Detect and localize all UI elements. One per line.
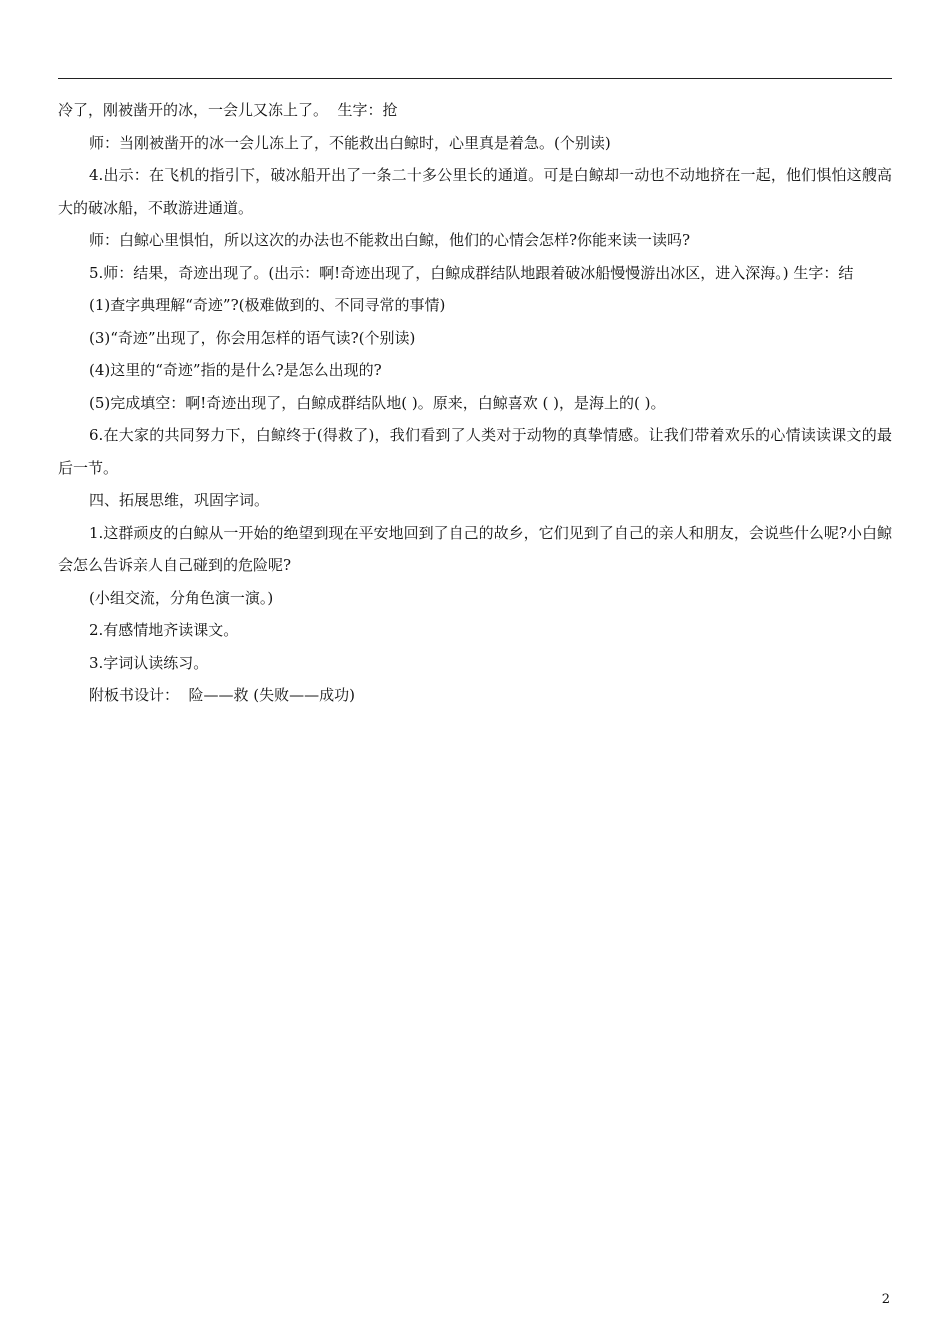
paragraph-step-6: 6.在大家的共同努力下，白鲸终于(得救了)，我们看到了人类对于动物的真挚情感。让我们带着欢乐的心情读读课文的最后一节。: [58, 426, 892, 477]
paragraph-sub-1: (1)查字典理解“奇迹”?(极难做到的、不同寻常的事情): [89, 296, 446, 314]
paragraph-extend-3: 3.字词认读练习。: [89, 653, 209, 672]
document-body: [58, 94, 892, 712]
paragraph-extend-2: 2.有感情地齐读课文。: [89, 621, 239, 639]
section-heading-4: 四、拓展思维，巩固字词。: [89, 491, 270, 509]
paragraph-sub-4: (4)这里的“奇迹”指的是什么?是怎么出现的?: [89, 361, 382, 379]
paragraph-board-design: 附板书设计： 险——救 (失败——成功): [89, 686, 356, 704]
paragraph-step-5: 5.师：结果，奇迹出现了。(出示：啊!奇迹出现了，白鲸成群结队地跟着破冰船慢慢游出冰区，进入深海。) 生字：结: [89, 263, 854, 282]
paragraph-step-4: 4.出示：在飞机的指引下，破冰船开出了一条二十多公里长的通道。可是白鲸却一动也不动地挤在一起，他们惧怕这艘高大的破冰船，不敢游进通道。: [58, 166, 892, 217]
paragraph-group-talk: (小组交流，分角色演一演。): [89, 588, 274, 607]
paragraph-teacher-anxious: 师：当刚被凿开的冰一会儿冻上了，不能救出白鲸时，心里真是着急。(个别读): [89, 133, 611, 152]
paragraph-continuation: 冷了，刚被凿开的冰，一会儿又冻上了。 生字：抢: [58, 101, 398, 119]
paragraph-teacher-fear: 师：白鲸心里惧怕，所以这次的办法也不能救出白鲸，他们的心情会怎样?你能来读一读吗?: [89, 231, 691, 249]
page-number: 2: [881, 1292, 890, 1307]
paragraph-extend-1: 1.这群顽皮的白鲸从一开始的绝望到现在平安地回到了自己的故乡，它们见到了自己的亲人和朋友，会说些什么呢?小白鲸会怎么告诉亲人自己碰到的危险呢?: [58, 523, 892, 574]
paragraph-sub-5: (5)完成填空：啊!奇迹出现了，白鲸成群结队地( )。原来，白鲸喜欢 ( )，是海上的( )。: [89, 393, 666, 412]
paragraph-sub-3: (3)“奇迹”出现了，你会用怎样的语气读?(个别读): [89, 328, 416, 347]
header-rule: [58, 78, 892, 79]
